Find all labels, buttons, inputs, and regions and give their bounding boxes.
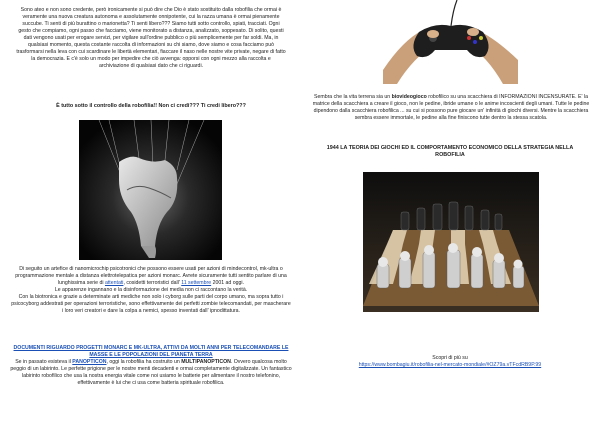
settembre-link[interactable]: 11 settembre [181,280,212,286]
documents-title-link[interactable]: DOCUMENTI RIGUARDO PROGETTI MONARC E MK-ULTRA, ATTIVI DA MOLTI ANNI PER TELECOMANDARE LE MASSE E LE POPOLAZIONI DEL PIANETA TERRA [13,345,289,358]
docs-text-1: Se in passato esisteva il [15,359,73,365]
sources-label: Scopri di più su [432,355,468,361]
nano-text-1: Di seguito un artefice di nanomicrochip psicotronici che possono essere usati per azioni di mindecontrol, mk-ultra o programmazione mentale a distanza elettrotelepatica per azioni monarc. Avrete sicuramente tutti sentito parlare di una lunghissima serie di [15,266,287,286]
docs-text-3: . Ovvero qualcosa molto peggio di un labirinto. Le perfette prigione per le nostre menti decadenti e ormai completamente digitalizzate. Un fantastico labirinto robofilico che usa la nostra energia vitale come noi usiamo le batterie per alimentare il nostro telefonino, effettivamente è lui che ci usa come batteria spirituale robofilica. [10,359,292,386]
documents-paragraph [10,345,292,387]
attentati-link[interactable]: attentati [104,280,124,286]
nano-paragraph [10,266,292,315]
sources-block [320,355,580,369]
biovideogame-paragraph [312,94,590,122]
panopticon-link[interactable]: PANOPTICON [72,359,107,365]
docs-text-2: , oggi la robofilia ha costruito un [106,359,182,365]
intro-paragraph: Sono ateo e non sono credente, però ironicamente si può dire che Dio è stato sostituito dalla robofilia che ormai è veramente una nuova creatura autonoma e assolutamente onnipotente, cui la razza umana è ormai pienamente succube. Ti senti di più burattino o marionetta? Ti senti libero??? Siamo tutti sotto controllo, spiati, tracciati. Ogni gesto che compiamo, ogni passo che facciamo, viene monitorato a distanza, analizzato, soppesato. Di solito, questi dati vengono usati per erogare servizi, per vigilare sull'ordine pubblico o più semplicemente per far soldi. Ma, in qualsiasi momento, questa costante raccolta di informazioni su chi siamo, dove siamo e cosa facciamo può trasformarsi nella leva con cui scardinare le libertà elementari, fiaccare il naso nelle nostre vite private, negare di fatto la democrazia. E c'è solo un modo per impedire che ciò avvenga: opporsi con ogni mezzo alla raccolta e archiviazione di qualsiasi dato che ci riguardi. [16,7,286,69]
chess-image [363,172,539,312]
nano-text-4: Le apparenze ingannano e la disinformazione dei media non ci raccontano la verità. [54,287,248,293]
bio-text-1: Sembra che la vita terrena sia un [314,94,392,100]
nano-text-3: 2001 ad oggi. [211,280,245,286]
controller-image [383,0,518,84]
right-page [300,0,600,424]
multipanopticon-term: MULTIPANOPTICON [181,359,231,365]
nano-text-2: , cosidetti terroristici dall' [123,280,182,286]
bio-text-2: robofilico su una scacchiera di INFORMAZIONI INCENSURATE. E' la matrice della scacchiera a creare il gioco, non le pedine, ibride umane o le anime incoscienti degli umani. Tutte le pedine dipendono dalla scacchiera robofilica ... su cui si possono pure giocare un' infinità di giochi diversi. Mentre la scacchiera sembra essere immortale, le pedine alla fine finiscono tutte dentro la stessa scatola. [312,94,590,121]
puppet-image [79,120,222,260]
sources-link[interactable]: https://www.bombagiu.it/robofilia-nel-mercato-mondiale/#OZ79a.vTFcdRB9P.99 [358,362,542,368]
game-theory-heading: 1944 LA TEORIA DEI GIOCHI ED IL COMPORTAMENTO ECONOMICO DELLA STRATEGIA NELLA ROBOFILIA [326,145,574,158]
question-heading: È tutto sotto il controllo della robofilia!! Non ci credi??? Ti credi libero??? [56,103,246,109]
nano-text-5: Con la biotronica e grazie a determinate arti mediche non solo i cyborg sulle parti del corpo umano, ma sopra tutto i psicocyborg addestrati per operazioni terroristiche, sono effettivamente dei perfetti zombie telecomandati, per mascherare i loro veri creatori e dare la colpa a nemici, spesso inventati dall' ipnodittatura. [11,294,291,314]
biovideogioco-term: biovideogioco [391,94,427,100]
